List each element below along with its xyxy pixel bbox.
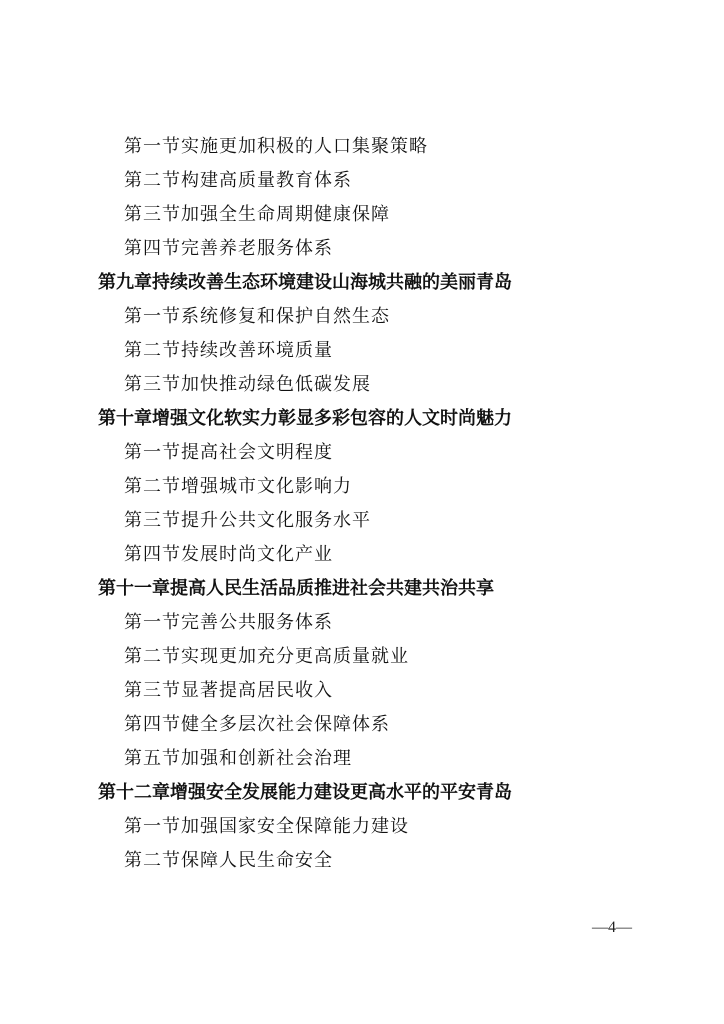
toc-section-entry: 第二节保障人民生命安全 [124, 850, 333, 871]
toc-section-entry: 第三节提升公共文化服务水平 [124, 510, 371, 531]
toc-section-entry: 第四节健全多层次社会保障体系 [124, 714, 390, 735]
page-number: —4— [592, 919, 632, 936]
toc-section-entry: 第一节完善公共服务体系 [124, 612, 333, 633]
toc-chapter-heading: 第十章增强文化软实力彰显多彩包容的人文时尚魅力 [98, 408, 512, 429]
toc-section-entry: 第三节加快推动绿色低碳发展 [124, 374, 371, 395]
toc-section-entry: 第一节实施更加积极的人口集聚策略 [124, 136, 428, 157]
toc-section-entry: 第一节系统修复和保护自然生态 [124, 306, 390, 327]
toc-section-entry: 第一节加强国家安全保障能力建设 [124, 816, 409, 837]
table-of-contents [0, 130, 724, 878]
toc-section-entry: 第三节显著提高居民收入 [124, 680, 333, 701]
toc-chapter-heading: 第十二章增强安全发展能力建设更高水平的平安青岛 [98, 782, 512, 803]
toc-section-entry: 第二节持续改善环境质量 [124, 340, 333, 361]
toc-section-entry: 第二节构建高质量教育体系 [124, 170, 352, 191]
toc-chapter-heading: 第九章持续改善生态环境建设山海城共融的美丽青岛 [98, 272, 512, 293]
toc-section-entry: 第五节加强和创新社会治理 [124, 748, 352, 769]
toc-section-entry: 第四节完善养老服务体系 [124, 238, 333, 259]
toc-section-entry: 第四节发展时尚文化产业 [124, 544, 333, 565]
toc-section-entry: 第三节加强全生命周期健康保障 [124, 204, 390, 225]
toc-section-entry: 第二节增强城市文化影响力 [124, 476, 352, 497]
toc-section-entry: 第一节提高社会文明程度 [124, 442, 333, 463]
toc-section-entry: 第二节实现更加充分更高质量就业 [124, 646, 409, 667]
toc-chapter-heading: 第十一章提高人民生活品质推进社会共建共治共享 [98, 578, 494, 599]
